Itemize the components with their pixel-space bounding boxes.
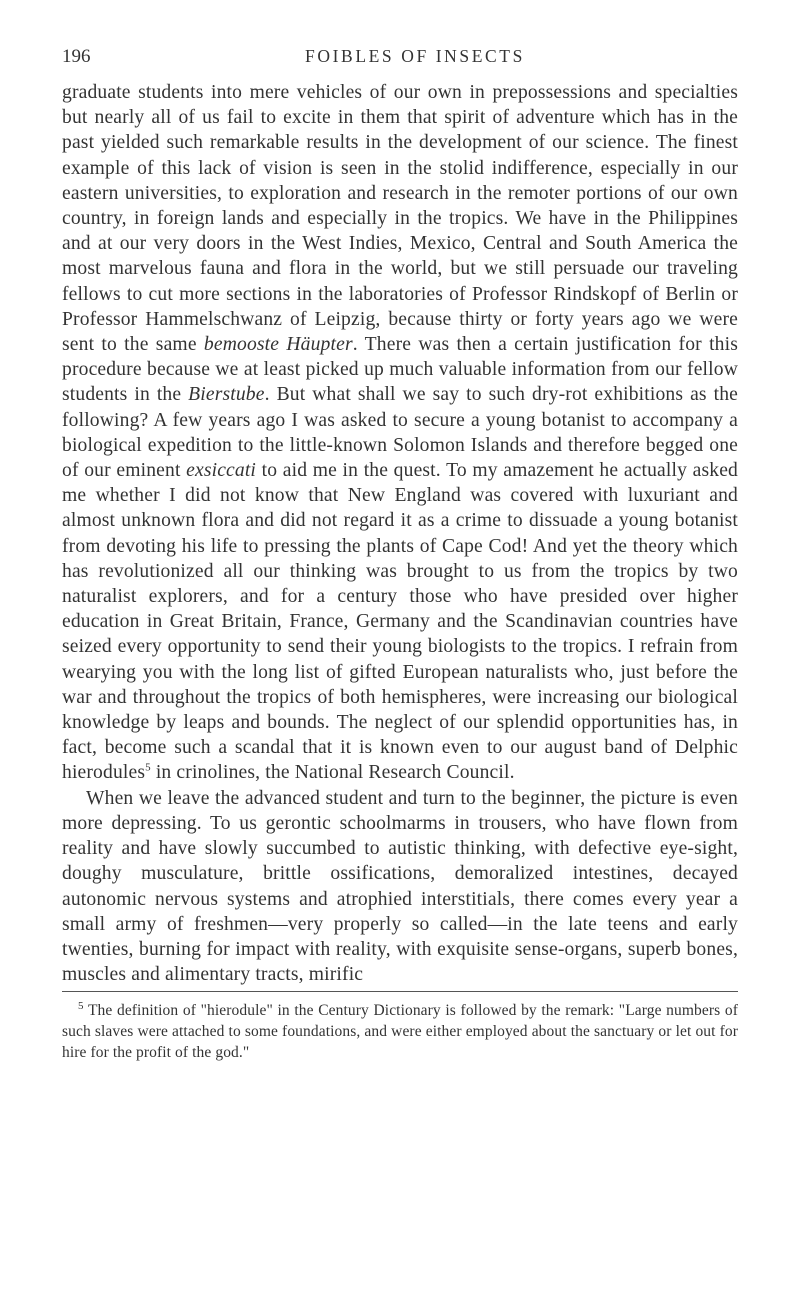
paragraph-1-text-a: graduate students into mere vehicles of our own in prepossessions and specialties but nearly all of us fail to excite in them that spirit of adventure which has in the past yielded such remarkable results in the development of our science. The finest example of this lack of vision is seen in the stolid indifference, especially in our eastern universities, to exploration and research in the remoter portions of our own country, in foreign lands and especially in the tropics. We have in the Philippines and at our very doors in the West Indies, Mexico, Central and South America the most marvelous fauna and flora in the world, but we still persuade our traveling fellows to cut more sections in the laboratories of Professor Rindskopf of Berlin or Professor Hammelschwanz of Leipzig, because thirty or forty years ago we were sent to the same: [62, 82, 738, 356]
paragraph-1-text-b: . There was then a certain justification for this procedure because we at least picked up much valuable information from our fellow students in the: [62, 334, 738, 406]
footnote-divider: [62, 991, 738, 992]
paragraph-1-text-d: to aid me in the quest. To my amazement he actually asked me whether I did not know that New England was covered with luxuriant and almost unknown flora and did not regard it as a crime to dissuade a young botanist from devoting his life to pressing the plants of Cape Cod! And yet the theory which has revolutionized all our thinking was brought to us from the tropics by two naturalist explorers, and for a century those who have presided over higher education in Great Britain, France, Germany and the Scandinavian countries have seized every opportunity to send their young biologists to the tropics. I refrain from wearying you with the long list of gifted European naturalists who, just before the war and throughout the tropics of both hemispheres, were increasing our biological knowledge by leaps and bounds. The neglect of our splendid opportunities has, in fact, become such a scandal that it is known even to our august band of Delphic hierodules: [62, 460, 738, 784]
running-head: FOIBLES OF INSECTS: [305, 46, 525, 66]
book-page: [62, 46, 738, 1063]
footnote-text: The definition of "hierodule" in the Century Dictionary is followed by the remark: "Large numbers of such slaves were attached to some foundations, and were either employed about the sanctuary or let out for hire for the profit of the god.": [62, 1002, 738, 1062]
paragraph-1-text-c: . But what shall we say to such dry-rot exhibitions as the following? A few years ago I was asked to secure a young botanist to accompany a biological expedition to the little-known Solomon Islands and therefore begged one of our eminent: [62, 384, 738, 482]
paragraph-2: When we leave the advanced student and turn to the beginner, the picture is even more depressing. To us gerontic schoolmarms in trousers, who have flown from reality and have slowly succumbed to autistic thinking, with defective eye-sight, doughy musculature, brittle ossifications, demoralized intestines, decayed autonomic nervous systems and atrophied interstitials, there comes every year a small army of freshmen—very properly so called—in the late teens and early twenties, burning for impact with reality, with exquisite sense-organs, superb bones, muscles and alimentary tracts, mirific: [62, 787, 738, 986]
paragraph-1: [62, 80, 738, 786]
italic-term-bemooste: bemooste Häupter: [203, 334, 353, 356]
page-header: [62, 46, 738, 80]
italic-term-exsiccati: exsiccati: [186, 460, 257, 482]
page-number: 196: [62, 46, 91, 67]
footnote-reference[interactable]: 5: [145, 761, 151, 774]
footnote-marker: 5: [78, 1000, 84, 1013]
body-text: [62, 80, 738, 987]
footnote: [62, 1000, 738, 1063]
paragraph-1-text-e: in crinolines, the National Research Council.: [150, 762, 515, 784]
italic-term-bierstube: Bierstube: [188, 384, 265, 406]
